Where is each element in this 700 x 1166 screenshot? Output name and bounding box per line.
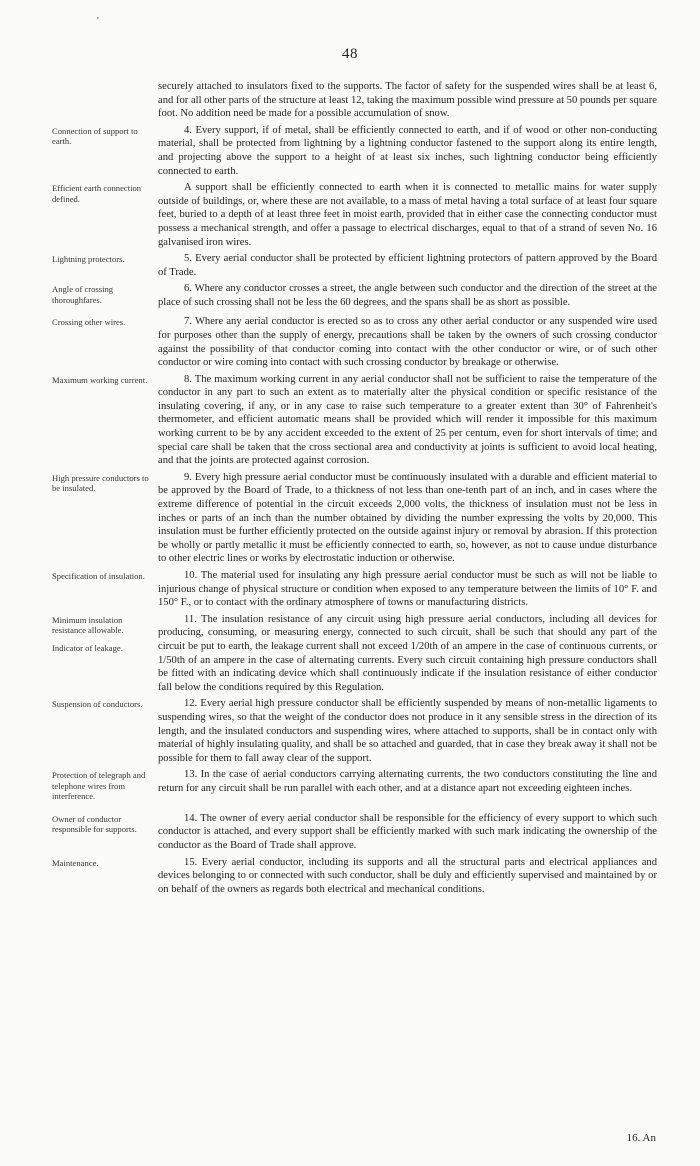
paragraph-text: 12. Every aerial high pressure conductor shall be efficiently suspended by means of non-metallic ligaments to suspending wires, so that the weight of the conductor does not produce in it any sensible stress in the direction of its length, and the insulated conductors and suspending wires, where attached to supports, shall be in contact only with material of highly insulating quality, and shall be so attached and guarded, that in case they break away it shall not be possible for them to fall away clear of the support. xyxy=(158,698,657,764)
paragraph-row xyxy=(52,124,657,178)
paragraph-text: 4. Every support, if of metal, shall be efficiently connected to earth, and if of wood or other non-conducting material, shall be protected from lightning by a lightning conductor fastened to the support along its entire length, and projecting above the support to a height of at least six inches, such lightning conductor being efficiently connected to earth. xyxy=(158,124,657,177)
catchword: 16. An xyxy=(626,1132,656,1144)
paragraph-text: securely attached to insulators fixed to the supports. The factor of safety for the suspended wires shall be at least 6, and for all other parts of the structure at least 12, taking the maximum possible wind pressure at 50 pounds per square foot. No addition need be made for a possible accumulation of snow. xyxy=(158,81,657,120)
paragraph-row xyxy=(52,181,657,249)
margin-note-text: Owner of conductor responsible for supports. xyxy=(52,813,137,835)
margin-note-text: Protection of telegraph and telephone wires from interference. xyxy=(52,770,146,802)
paragraph-row xyxy=(52,613,657,695)
paragraph-text: 13. In the case of aerial conductors carrying alternating currents, the two conductors constituting the line and return for any circuit shall be run parallel with each other, and at a distance apart not exceeding eighteen inches. xyxy=(158,769,657,794)
paragraph-row xyxy=(52,373,657,468)
document-body xyxy=(52,80,657,899)
paragraph-row xyxy=(52,768,657,809)
paragraph-text: 7. Where any aerial conductor is erected so as to cross any other aerial conductor or any suspended wire used for purposes other than the supply of energy, precautions shall be taken by the owners of such crossing conductor against the possibility of that conductor coming into contact with the other conductor or wire, or of such other conductor or wire coming into contact with such crossing conductor by breakage or otherwise. xyxy=(158,316,657,369)
margin-note-text: Maximum working current. xyxy=(52,374,148,385)
margin-note-text: Crossing other wires. xyxy=(52,317,126,328)
paragraph-text: A support shall be efficiently connected to earth when it is connected to metallic mains for water supply outside of buildings, or, where these are not available, to a mass of metal having a total surface of at least four square feet, buried to a depth of at least three feet in moist earth, provided that in either case the connecting conductor must possess a mechanical strength, and offer a passage to electrical discharges, equal to that of a strand of seven No. 16 galvanised iron wires. xyxy=(158,182,657,248)
margin-note-text: Lightning protectors. xyxy=(52,254,125,265)
paragraph-text: 6. Where any conductor crosses a street, the angle between such conductor and the direction of the street at the place of such crossing shall not be less the 60 degrees, and the spans shall be as short as possible. xyxy=(158,283,657,308)
paragraph-text: 9. Every high pressure aerial conductor must be continuously insulated with a durable and efficient material to be approved by the Board of Trade, to a thickness of not less than one-tenth part of an inch, and in cases where the extreme difference of potential in the circuit exceeds 2,000 volts, the thickness of insulation must not be less in inches or parts of an inch than the number obtained by dividing the number expressing the volts by 20,000. This insulation must be further efficiently protected on the outside against injury or removal by abrasion. If this protection be wholly or partly metallic it must be efficiently connected to earth, so, however, as not to cause undue disturbance to other electric lines or works by electrostatic induction or otherwise. xyxy=(158,471,657,565)
margin-note-text: Specification of insulation. xyxy=(52,571,145,581)
paragraph-row xyxy=(52,812,657,853)
margin-note-text: Indicator of leakage. xyxy=(52,642,123,653)
paragraph-text: 10. The material used for insulating any high pressure aerial conductor must be such as will not be liable to injurious change of physical structure or condition when exposed to any temperature between the limits of 10° F. and 150° F., or to contact with the ordinary atmosphere of towns or manufacturing districts. xyxy=(158,570,657,609)
page-number: 48 xyxy=(342,46,358,62)
paragraph-text: 14. The owner of every aerial conductor shall be responsible for the efficiency of every support to which such conductor is attached, and every support shall be efficiently marked with such mark indicating the ownership of the conductor as the Board of Trade shall approve. xyxy=(158,812,657,851)
paragraph-row xyxy=(52,282,657,312)
paragraph-row xyxy=(52,697,657,765)
margin-note xyxy=(52,569,158,589)
margin-note xyxy=(52,315,158,335)
margin-note xyxy=(52,252,158,272)
margin-note-text: Suspension of conductors. xyxy=(52,699,143,710)
paragraph-row xyxy=(52,856,657,897)
margin-note xyxy=(52,856,158,876)
margin-note-text: Minimum insulation resistance allowable. xyxy=(52,614,124,636)
margin-note xyxy=(52,471,158,501)
paragraph-row xyxy=(52,315,657,369)
margin-note xyxy=(52,768,158,809)
margin-note xyxy=(52,697,158,717)
paragraph-row xyxy=(52,471,657,566)
margin-note xyxy=(52,124,158,154)
paragraph-text: 8. The maximum working current in any aerial conductor shall not be sufficient to raise the temperature of the conductor in any part to such an extent as to materially alter the physical condition or specific resistance of the insulating covering, if any, or in any case to raise such temperature to a greater extent than 30° of Fahrenheit's thermometer, and efficient automatic means shall be provided which will render it impossible for this maximum working current to be by any accident exceeded to the extent of 25 per centum, even for short intervals of time; and special care shall be taken that the cross sectional area and conductivity at joints is sufficient to avoid local heating, and that the joints are protected against corrosion. xyxy=(158,373,657,467)
margin-note-text: Connection of support to earth. xyxy=(52,125,138,147)
margin-note xyxy=(52,282,158,312)
margin-note-text: Angle of crossing thoroughfares. xyxy=(52,284,114,305)
paragraph-text: 5. Every aerial conductor shall be protected by efficient lightning protectors of pattern approved by the Board of Trade. xyxy=(158,253,657,278)
margin-note xyxy=(52,812,158,842)
margin-note-text: Efficient earth connection defined. xyxy=(52,183,142,204)
paragraph-row xyxy=(52,569,657,610)
stray-mark: ' xyxy=(97,16,99,27)
margin-note xyxy=(52,181,158,211)
paragraph-row xyxy=(52,80,657,121)
margin-note xyxy=(52,373,158,393)
paragraph-text: 15. Every aerial conductor, including its supports and all the structural parts and electrical appliances and devices belonging to or connected with such conductor, shall be duly and efficiently supervised and maintained by or on behalf of the owners as regards both electrical and mechanical conditions. xyxy=(158,856,657,895)
margin-note-text: Maintenance. xyxy=(52,857,99,868)
margin-note xyxy=(52,613,158,661)
margin-note-text: High pressure conductors to be insulated. xyxy=(52,472,149,494)
paragraph-text: 11. The insulation resistance of any circuit using high pressure aerial conductors, including all devices for producing, consuming, or measuring energy, connected to such circuit, shall be such that should any part of the circuit be put to earth, the leakage current shall not exceed 1/20th of an ampere in the case of continuous currents, or 1/50th of an ampere in the case of alternating currents. Every such circuit containing high pressure conductors shall be fitted with an indicating device which shall continuously indicate if the insulation resistance of either conductor fall below the conditions required by this Regulation. xyxy=(158,613,657,693)
margin-note xyxy=(52,80,158,82)
paragraph-row xyxy=(52,252,657,279)
